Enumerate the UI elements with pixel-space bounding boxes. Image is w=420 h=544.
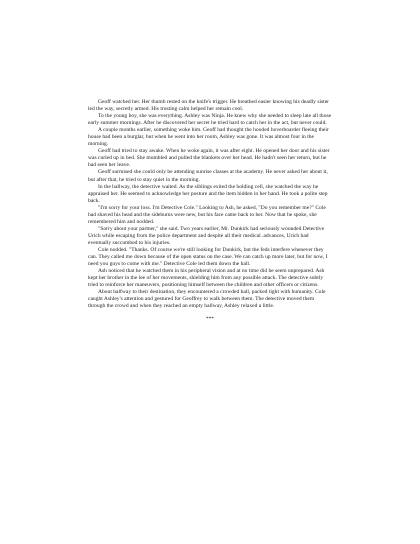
paragraph-6: In the hallway, the detective waited. As the siblings exited the holding cell, she watched the way he appraised her. He seemed to acknowledge her posture and the item hidden in her hand. He took a polite step back.	[88, 183, 328, 204]
scene-break: ***	[205, 316, 215, 323]
paragraph-7: "I'm sorry for your loss. I'm Detective Cole." Looking to Ash, he asked, "Do you remember me?" Cole had shaved his head and the sideburns were new, but his face came back to her. Now that he spoke, she remembered him and nodded.	[88, 204, 326, 225]
paragraph-4: Geoff had tried to stay awake. When he woke again, it was after eight. He opened her door and his sister was curled up in bed. She mumbled and pulled the blankets over her head. He hadn't seen her return, but he had seen her leave.	[88, 148, 330, 169]
paragraph-9: Cole nodded. "Thanks. Of course we're still looking for Dunkirk, but the feds interfere whenever they can. They called me down because of the open status on the case. We can catch up more later, but for now, I need you guys to come with me." Detective Cole led them down the hall.	[88, 246, 328, 268]
paragraph-3: A couple months earlier, something woke him. Geoff had thought the hooded hoverboarder fleeing their house had been a burglar, but when he went into her room, Ashley was gone. It was almost four in the morning.	[88, 127, 329, 148]
paragraph-2: To the young boy, she was everything. Ashley was Ninja. He knew why she needed to sleep late all those early summer mornings. After he discovered her secret he tried hard to catch her in the act, but never could.	[88, 113, 332, 127]
page-body	[88, 99, 332, 323]
paragraph-10: Ash noticed that he watched them in his peripheral vision and at no time did he seem unprepared. Ash kept her brother in the lee of her movements, shielding him from any possible attack. The detective subtly tried to reinforce her maneuvers, positioning himself between the children and other officers or citizens.	[88, 268, 325, 289]
paragraph-1: Geoff watched her. Her thumb rested on the knife's trigger. He breathed easier knowing his deadly sister led the way, secretly armed. His trusting calm helped her remain cool.	[88, 99, 330, 113]
paragraph-11: About halfway to their destination, they encountered a crowded hall, packed tight with humanity. Cole caught Ashley's attention and gestured for Geoffrey to walk between them. The detective moved them through the crowd and when they reached an empty hallway, Ashley relaxed a little.	[88, 289, 326, 310]
paragraph-8: "Sorry about your partner," she said. Two years earlier, Mr. Dunkirk had seriously wounded Detective Urich while escaping from the police department and despite all their medical .advances, Urich had eventually succumbed to his injuries.	[88, 225, 325, 246]
paragraph-5: Geoff surmised she could only be attending sunrise classes at the academy. He never asked her about it, but after that, he tried to stay quiet in the morning.	[88, 169, 328, 183]
